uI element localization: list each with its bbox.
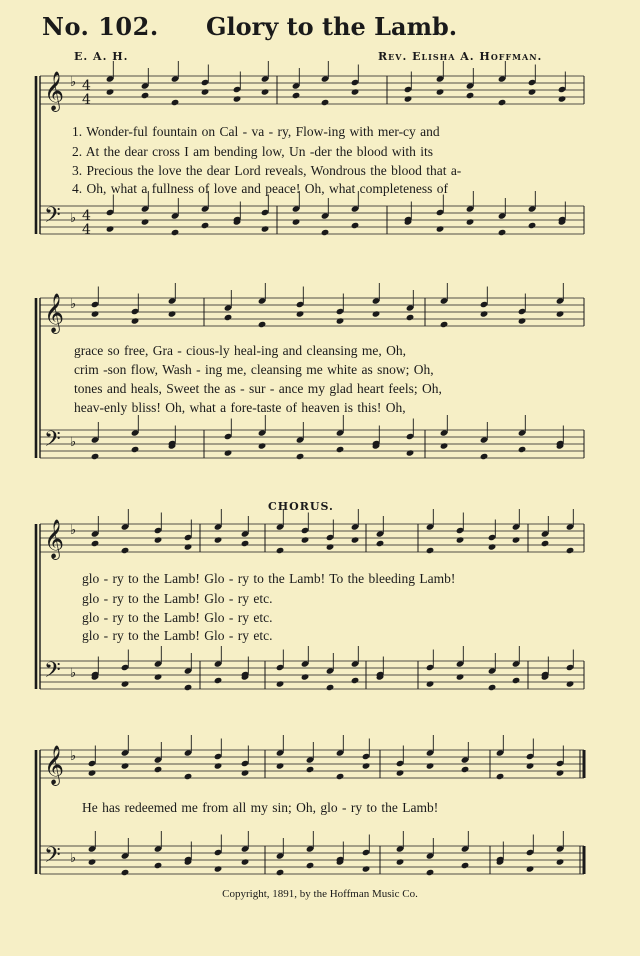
- bass-note: [91, 453, 100, 460]
- bass-note: [396, 858, 405, 865]
- treble-note: [88, 769, 97, 776]
- treble-note: [436, 88, 445, 95]
- treble-note: [171, 99, 180, 106]
- treble-note: [556, 769, 565, 776]
- bass-note: [306, 862, 315, 869]
- bass-note: [321, 229, 330, 236]
- treble-note: [336, 773, 345, 780]
- bass-clef-icon: 𝄢: [44, 843, 61, 873]
- treble-note: [276, 547, 285, 554]
- copyright-notice: Copyright, 1891, by the Hoffman Music Co.: [222, 888, 418, 900]
- bass-note: [131, 446, 140, 453]
- treble-note: [528, 88, 537, 95]
- bass-note: [406, 449, 415, 456]
- lyric-s1-v1: 1. Wonder-ful fountain on Cal - va - ry, Flow-ing with mer-cy and: [72, 124, 440, 139]
- treble-note: [301, 536, 310, 543]
- treble-note: [466, 92, 475, 99]
- treble-note: [426, 762, 435, 769]
- treble-note: [456, 536, 465, 543]
- lyricist-credit: E. A. H.: [74, 50, 129, 63]
- lyric-s3-v3: glo - ry to the Lamb! Glo - ry etc.: [82, 610, 273, 625]
- bass-note: [141, 218, 150, 225]
- bass-note: [336, 446, 345, 453]
- bass-note: [184, 684, 193, 691]
- treble-note: [498, 99, 507, 106]
- treble-clef-icon: 𝄞: [44, 745, 65, 785]
- treble-note: [121, 547, 130, 554]
- treble-clef-icon: 𝄞: [44, 71, 65, 111]
- treble-note: [91, 310, 100, 317]
- treble-note: [526, 762, 535, 769]
- bass-note: [106, 225, 115, 232]
- bass-note: [566, 680, 575, 687]
- bass-note: [214, 677, 223, 684]
- treble-note: [496, 773, 505, 780]
- bass-note: [362, 865, 371, 872]
- bass-note: [512, 677, 521, 684]
- treble-note: [296, 310, 305, 317]
- bass-note: [440, 442, 449, 449]
- bass-note: [292, 218, 301, 225]
- treble-note: [154, 536, 163, 543]
- bass-note: [518, 446, 527, 453]
- bass-note: [296, 453, 305, 460]
- lyric-s3-v2: glo - ry to the Lamb! Glo - ry etc.: [82, 591, 273, 606]
- bass-note: [121, 869, 130, 876]
- bass-note: [488, 684, 497, 691]
- bass-note: [461, 862, 470, 869]
- flat-icon: ♭: [70, 435, 77, 450]
- treble-note: [566, 547, 575, 554]
- lyric-s1-v4: 4. Oh, what a fullness of love and peace! Oh, what completeness of: [72, 181, 449, 196]
- bass-note: [436, 225, 445, 232]
- treble-note: [488, 543, 497, 550]
- bass-note: [480, 453, 489, 460]
- bass-note: [201, 222, 210, 229]
- bass-note: [121, 680, 130, 687]
- treble-note: [518, 317, 527, 324]
- treble-note: [426, 547, 435, 554]
- lyric-s2-v3: tones and heals, Sweet the as - sur - ance my glad heart feels; Oh,: [74, 381, 442, 396]
- lyric-s2-v2: crim -son flow, Wash - ing me, cleansing me white as snow; Oh,: [74, 362, 434, 377]
- treble-note: [372, 310, 381, 317]
- composer-credit: Rev. Elisha A. Hoffman.: [378, 50, 543, 63]
- treble-note: [241, 540, 250, 547]
- bass-note: [301, 673, 310, 680]
- treble-note: [224, 314, 233, 321]
- treble-note: [106, 88, 115, 95]
- treble-note: [396, 769, 405, 776]
- treble-note: [541, 540, 550, 547]
- time-signature: 4: [82, 222, 91, 238]
- bass-note: [154, 862, 163, 869]
- bass-note: [351, 222, 360, 229]
- treble-note: [558, 95, 567, 102]
- treble-note: [233, 95, 242, 102]
- treble-note: [461, 766, 470, 773]
- treble-note: [214, 536, 223, 543]
- flat-icon: ♭: [70, 666, 77, 681]
- bass-note: [214, 865, 223, 872]
- treble-note: [292, 92, 301, 99]
- treble-note: [184, 543, 193, 550]
- treble-note: [306, 766, 315, 773]
- flat-icon: ♭: [70, 75, 77, 90]
- time-signature: 4: [82, 208, 91, 224]
- treble-clef-icon: 𝄞: [44, 293, 65, 333]
- hymn-number: No. 102.: [42, 12, 159, 41]
- treble-note: [404, 95, 413, 102]
- treble-note: [321, 99, 330, 106]
- bass-note: [241, 858, 250, 865]
- bass-note: [351, 677, 360, 684]
- bass-note: [456, 673, 465, 680]
- treble-note: [258, 321, 267, 328]
- treble-clef-icon: 𝄞: [44, 519, 65, 559]
- bass-note: [261, 225, 270, 232]
- treble-note: [362, 762, 371, 769]
- lyric-s3-v1: glo - ry to the Lamb! Glo - ry to the Lamb! To the bleeding Lamb!: [82, 571, 456, 586]
- flat-icon: ♭: [70, 851, 77, 866]
- flat-icon: ♭: [70, 211, 77, 226]
- bass-note: [258, 442, 267, 449]
- treble-note: [406, 314, 415, 321]
- bass-note: [466, 218, 475, 225]
- bass-note: [276, 680, 285, 687]
- bass-note: [526, 865, 535, 872]
- treble-note: [556, 310, 565, 317]
- treble-note: [121, 762, 130, 769]
- bass-note: [224, 449, 233, 456]
- hymn-title: Glory to the Lamb.: [206, 12, 458, 41]
- treble-note: [154, 766, 163, 773]
- bass-note: [528, 222, 537, 229]
- treble-note: [201, 88, 210, 95]
- bass-note: [326, 684, 335, 691]
- bass-note: [426, 869, 435, 876]
- flat-icon: ♭: [70, 523, 77, 538]
- bass-note: [88, 858, 97, 865]
- treble-note: [131, 317, 140, 324]
- bass-note: [498, 229, 507, 236]
- bass-clef-icon: 𝄢: [44, 658, 61, 688]
- lyric-s1-v3: 3. Precious the love the dear Lord reveals, Wondrous the blood that a-: [72, 163, 462, 178]
- treble-note: [480, 310, 489, 317]
- treble-note: [184, 773, 193, 780]
- bass-clef-icon: 𝄢: [44, 203, 61, 233]
- flat-icon: ♭: [70, 749, 77, 764]
- bass-clef-icon: 𝄢: [44, 427, 61, 457]
- treble-note: [241, 769, 250, 776]
- chorus-label: CHORUS.: [268, 500, 334, 513]
- bass-note: [556, 858, 565, 865]
- treble-note: [376, 540, 385, 547]
- treble-note: [91, 540, 100, 547]
- treble-note: [141, 92, 150, 99]
- bass-note: [276, 869, 285, 876]
- lyric-s3-v4: glo - ry to the Lamb! Glo - ry etc.: [82, 628, 273, 643]
- lyric-s4-v1: He has redeemed me from all my sin; Oh, glo - ry to the Lamb!: [82, 800, 439, 815]
- treble-note: [261, 88, 270, 95]
- lyric-s2-v1: grace so free, Gra - cious-ly heal-ing and cleansing me, Oh,: [74, 343, 406, 358]
- bass-note: [154, 673, 163, 680]
- treble-note: [440, 321, 449, 328]
- treble-note: [168, 310, 177, 317]
- treble-note: [326, 543, 335, 550]
- treble-note: [351, 536, 360, 543]
- treble-note: [214, 762, 223, 769]
- treble-note: [336, 317, 345, 324]
- lyric-s1-v2: 2. At the dear cross I am bending low, Un -der the blood with its: [72, 144, 434, 159]
- lyric-s2-v4: heav-enly bliss! Oh, what a fore-taste of heaven is this! Oh,: [74, 400, 406, 415]
- treble-note: [351, 88, 360, 95]
- time-signature: 4: [82, 78, 91, 94]
- treble-note: [276, 762, 285, 769]
- flat-icon: ♭: [70, 297, 77, 312]
- bass-note: [171, 229, 180, 236]
- treble-note: [512, 536, 521, 543]
- time-signature: 4: [82, 92, 91, 108]
- bass-note: [426, 680, 435, 687]
